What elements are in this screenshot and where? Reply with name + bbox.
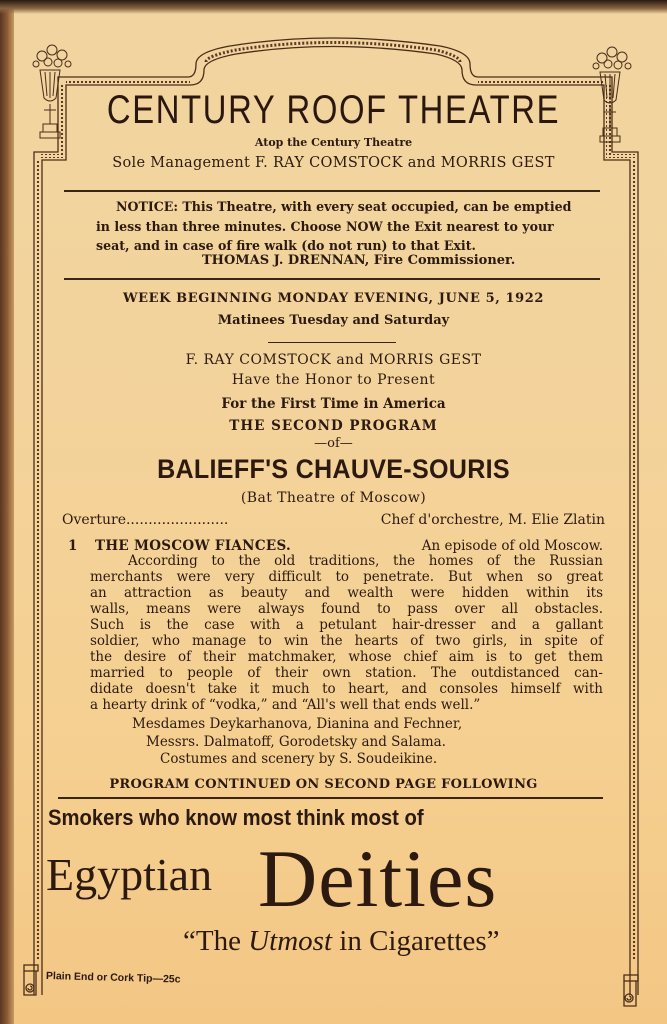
divider-short: [268, 342, 396, 343]
show-title: BALIEFF'S CHAUVE-SOURIS: [157, 454, 510, 484]
notice-line-1: NOTICE: This Theatre, with every seat occupied, can be emptied: [116, 199, 572, 214]
slogan-italic: Utmost: [248, 925, 333, 957]
honor-line: Have the Honor to Present: [231, 372, 436, 388]
cast-line: Costumes and scenery by S. Soudeikine.: [160, 751, 438, 767]
right-scroll-foot-icon: [624, 975, 638, 1006]
left-border-band: [36, 160, 41, 960]
slogan-open: “The: [183, 925, 249, 957]
description-line: Such is the case with a petulant hair-dresser and a gallant: [90, 617, 603, 633]
act-number: 1: [68, 538, 78, 554]
presenters: F. RAY COMSTOCK and MORRIS GEST: [185, 352, 482, 368]
notice-line-3: seat, and in case of fire walk (do not run) to that Exit.: [96, 238, 476, 253]
fire-commissioner-signature: THOMAS J. DRENNAN, Fire Commissioner.: [202, 253, 516, 268]
description-line: soldier, who manage to win the hearts of two girls, in spite of: [90, 633, 603, 649]
description-line: the desire of their matchmaker, whose chief aim is to get them: [90, 649, 603, 665]
ad-price: Plain End or Cork Tip—25c: [45, 970, 181, 986]
notice-line-2: in less than three minutes. Choose NOW the Exit nearest to your: [96, 218, 554, 234]
description-line: an attraction as beauty and wealth were hidden within its: [90, 585, 603, 601]
ad-slogan: [183, 925, 500, 958]
left-scroll-foot-icon: [24, 965, 38, 995]
divider-top: [64, 190, 600, 192]
second-program: THE SECOND PROGRAM: [229, 418, 438, 434]
program-continued: PROGRAM CONTINUED ON SECOND PAGE FOLLOWING: [109, 777, 538, 792]
overture-credit: Chef d'orchestre, M. Elie Zlatin: [380, 512, 605, 528]
description-line: married to people of their own station. The outdistanced can-: [90, 665, 603, 681]
theatre-title: CENTURY ROOF THEATRE: [106, 88, 561, 132]
description-line: a hearty drink of “vodka,” and “All's well that ends well.”: [90, 697, 481, 713]
description-line: didate doesn't take it much to heart, and consoles himself with: [90, 681, 603, 697]
theatre-subtitle: Atop the Century Theatre: [254, 136, 413, 149]
act-description: [90, 553, 603, 713]
week-beginning: WEEK BEGINNING MONDAY EVENING, JUNE 5, 1922: [122, 291, 545, 306]
cast-line: Messrs. Dalmatoff, Gorodetsky and Salama.: [146, 734, 446, 750]
divider-notice-bottom: [64, 278, 600, 280]
description-line: walls, means were always found to pass over all obstacles.: [90, 601, 603, 617]
act-title: THE MOSCOW FIANCES.: [95, 538, 292, 554]
matinees: Matinees Tuesday and Saturday: [217, 313, 450, 328]
ad-tagline: Smokers who know most think most of: [48, 805, 424, 830]
overture-label: Overture.......................: [62, 512, 229, 528]
description-line: According to the old traditions, the homes of the Russian: [128, 553, 603, 569]
management-line: Sole Management F. RAY COMSTOCK and MORRIS GEST: [112, 155, 555, 171]
ad-brand-deities: Deities: [258, 833, 498, 924]
show-subtitle: (Bat Theatre of Moscow): [240, 490, 427, 506]
description-line: merchants were very difficult to penetrate. But when so great: [90, 569, 603, 585]
cast-line: Mesdames Deykarhanova, Dianina and Fechner,: [132, 716, 463, 732]
act-tagline: An episode of old Moscow.: [421, 538, 603, 554]
fire-notice: [96, 197, 600, 256]
ad-brand-egyptian: Egyptian: [46, 849, 213, 900]
slogan-close: in Cigarettes”: [332, 925, 500, 957]
divider-ad: [58, 797, 603, 799]
right-border-band: [632, 160, 637, 960]
of-line: —of—: [314, 436, 353, 451]
first-time-line: For the First Time in America: [221, 396, 446, 412]
